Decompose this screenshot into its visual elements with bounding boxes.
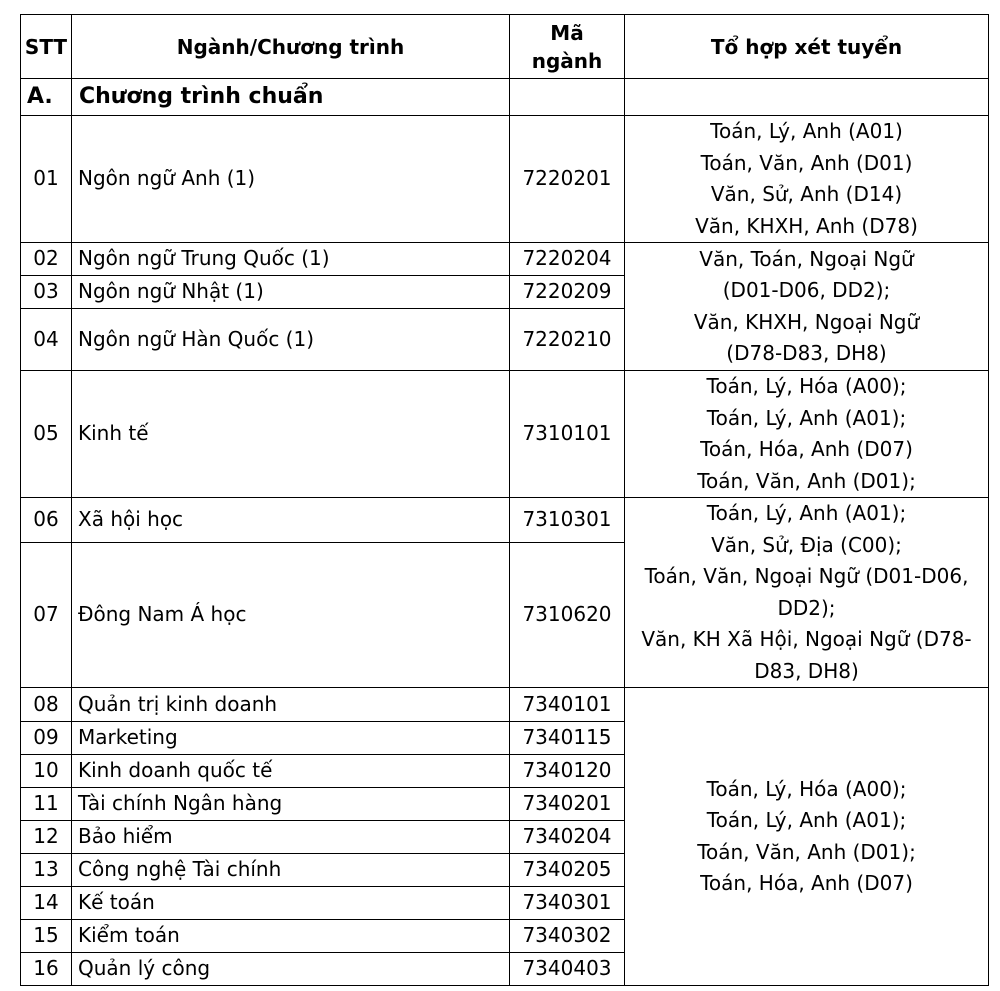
- combination-line: Văn, Sử, Anh (D14): [710, 182, 903, 206]
- row-code: 7340205: [510, 854, 625, 887]
- row-code: 7310620: [510, 543, 625, 688]
- row-stt: 03: [21, 276, 72, 309]
- combination-cell: [625, 498, 989, 688]
- row-program: Xã hội học: [72, 498, 510, 543]
- row-code: 7220201: [510, 116, 625, 243]
- combination-line: Văn, Toán, Ngoại Ngữ: [699, 246, 914, 271]
- row-code: 7340301: [510, 887, 625, 920]
- header-stt: STT: [21, 15, 72, 79]
- admission-table: [20, 14, 989, 986]
- combination-line: Văn, Sử, Địa (C00);: [711, 532, 902, 557]
- row-code: 7310101: [510, 371, 625, 498]
- section-empty-code: [510, 79, 625, 116]
- row-program: Quản trị kinh doanh: [72, 688, 510, 722]
- row-stt: 16: [21, 953, 72, 986]
- row-stt: 07: [21, 543, 72, 688]
- row-stt: 13: [21, 854, 72, 887]
- row-code: 7340115: [510, 722, 625, 755]
- row-stt: 11: [21, 788, 72, 821]
- combination-line: Toán, Lý, Anh (A01): [710, 119, 903, 143]
- header-code-line1: Mã: [550, 20, 584, 45]
- row-stt: 02: [21, 243, 72, 276]
- combination-line: (D78-D83, DH8): [726, 341, 887, 365]
- table-row: [21, 371, 989, 498]
- row-program: Ngôn ngữ Anh (1): [72, 116, 510, 243]
- section-title: Chương trình chuẩn: [72, 79, 510, 116]
- row-code: 7340120: [510, 755, 625, 788]
- row-stt: 06: [21, 498, 72, 543]
- row-stt: 10: [21, 755, 72, 788]
- row-stt: 05: [21, 371, 72, 498]
- combination-cell: [625, 688, 989, 986]
- header-code: [510, 15, 625, 79]
- table-row: [21, 116, 989, 243]
- combination-line: Toán, Văn, Anh (D01): [700, 150, 913, 175]
- row-program: Bảo hiểm: [72, 821, 510, 854]
- row-program: Kế toán: [72, 887, 510, 920]
- row-code: 7220204: [510, 243, 625, 276]
- row-program: Tài chính Ngân hàng: [72, 788, 510, 821]
- combination-line: Toán, Lý, Hóa (A00);: [706, 776, 907, 801]
- header-code-line2: ngành: [531, 48, 603, 73]
- row-stt: 15: [21, 920, 72, 953]
- row-program: Ngôn ngữ Trung Quốc (1): [72, 243, 510, 276]
- combination-line: Toán, Hóa, Anh (D07): [700, 437, 913, 461]
- row-code: 7340101: [510, 688, 625, 722]
- row-program: Đông Nam Á học: [72, 543, 510, 688]
- row-code: 7220210: [510, 309, 625, 371]
- header-combination: Tổ hợp xét tuyển: [625, 15, 989, 79]
- combination-line: Văn, KHXH, Ngoại Ngữ: [693, 309, 920, 334]
- row-code: 7340201: [510, 788, 625, 821]
- row-code: 7340302: [510, 920, 625, 953]
- row-code: 7340204: [510, 821, 625, 854]
- row-program: Kiểm toán: [72, 920, 510, 953]
- row-stt: 04: [21, 309, 72, 371]
- row-program: Quản lý công: [72, 953, 510, 986]
- combination-line: (D01-D06, DD2);: [722, 278, 891, 302]
- combination-line: Toán, Văn, Ngoại Ngữ (D01-D06,: [644, 564, 969, 588]
- combination-line: D83, DH8): [754, 658, 859, 683]
- combination-line: DD2);: [777, 595, 836, 620]
- row-stt: 08: [21, 688, 72, 722]
- table-row: [21, 498, 989, 543]
- combination-cell: [625, 243, 989, 371]
- row-program: Công nghệ Tài chính: [72, 854, 510, 887]
- combination-cell: [625, 116, 989, 243]
- combination-line: Văn, KH Xã Hội, Ngoại Ngữ (D78-: [641, 627, 972, 651]
- row-stt: 09: [21, 722, 72, 755]
- row-code: 7220209: [510, 276, 625, 309]
- combination-cell: [625, 371, 989, 498]
- table-row: [21, 243, 989, 276]
- row-program: Kinh doanh quốc tế: [72, 755, 510, 788]
- section-empty-combination: [625, 79, 989, 116]
- table-row: [21, 688, 989, 722]
- row-program: Kinh tế: [72, 371, 510, 498]
- header-row: [21, 15, 989, 79]
- row-program: Ngôn ngữ Nhật (1): [72, 276, 510, 309]
- combination-line: Toán, Lý, Hóa (A00);: [706, 374, 907, 398]
- combination-line: Toán, Lý, Anh (A01);: [706, 808, 907, 832]
- header-program: Ngành/Chương trình: [72, 15, 510, 79]
- row-stt: 14: [21, 887, 72, 920]
- row-code: 7310301: [510, 498, 625, 543]
- combination-line: Toán, Lý, Anh (A01);: [706, 501, 907, 525]
- row-stt: 12: [21, 821, 72, 854]
- row-code: 7340403: [510, 953, 625, 986]
- row-stt: 01: [21, 116, 72, 243]
- row-program: Ngôn ngữ Hàn Quốc (1): [72, 309, 510, 371]
- combination-line: Văn, KHXH, Anh (D78): [695, 213, 918, 238]
- combination-line: Toán, Văn, Anh (D01);: [697, 839, 916, 864]
- combination-line: Toán, Hóa, Anh (D07): [700, 871, 913, 895]
- section-row: [21, 79, 989, 116]
- row-program: Marketing: [72, 722, 510, 755]
- section-index: A.: [21, 79, 72, 116]
- combination-line: Toán, Lý, Anh (A01);: [706, 405, 907, 430]
- combination-line: Toán, Văn, Anh (D01);: [697, 468, 916, 493]
